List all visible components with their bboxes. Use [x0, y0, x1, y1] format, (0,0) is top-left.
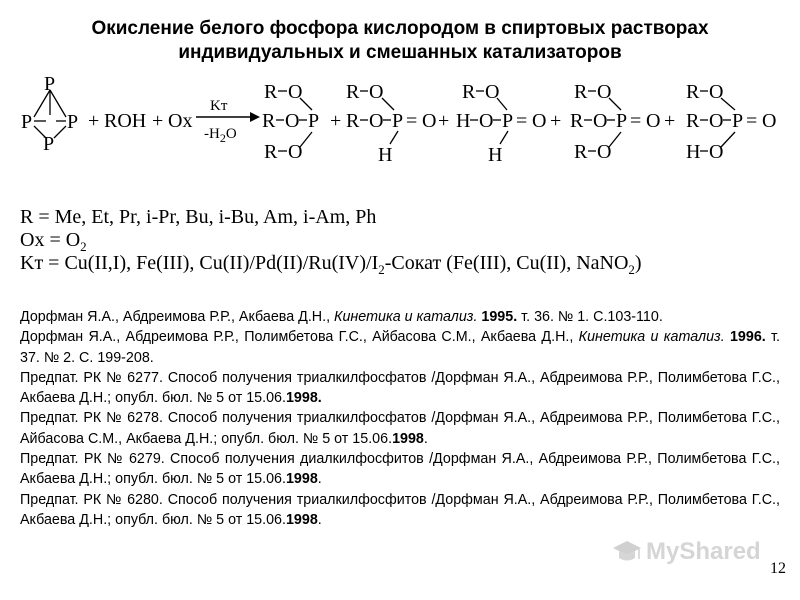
catalyst-definition: Kт = Cu(II,I), Fe(III), $Cu(II)/Pd(II)/Ru(IV)/I_2$-Сокат (Fe(III), Cu(II), NaNO$_2$): [20, 252, 642, 277]
svg-text:R: R: [346, 110, 360, 132]
plus-sign-4: +: [438, 110, 450, 132]
svg-text:R: R: [574, 81, 588, 103]
svg-text:H: H: [686, 141, 701, 163]
svg-text:H: H: [378, 144, 393, 166]
product-trialkyl-phosphite: [262, 81, 319, 163]
svg-text:O: O: [532, 110, 547, 132]
svg-text:P: P: [616, 110, 628, 132]
p4-atom-left: P: [21, 111, 33, 133]
svg-text:O: O: [646, 110, 661, 132]
svg-text:R: R: [262, 110, 276, 132]
plus-sign-6: +: [664, 110, 676, 132]
svg-text:O: O: [597, 141, 612, 163]
svg-text:P: P: [732, 110, 744, 132]
svg-text:R: R: [574, 141, 588, 163]
svg-text:=: =: [406, 110, 418, 132]
svg-text:O: O: [762, 110, 777, 132]
plus-sign-5: +: [550, 110, 562, 132]
reference-item-4: Предпат. РК № 6278. Способ получения триалкилфосфатов /Дорфман Я.А., Абдреимова Р.Р., Полимбетова Г.С., Айбасова С.М., Акбаева Д.Н.; опубл. бюл. № 5 от 15.06.1998.: [20, 410, 780, 447]
plus-sign-3: +: [330, 110, 342, 132]
water-elimination-label: $-H_2O$: [204, 126, 237, 145]
mortarboard-icon: [612, 539, 642, 565]
svg-text:R: R: [264, 141, 278, 163]
reference-item-6: Предпат. РК № 6280. Способ получения триалкилфосфитов /Дорфман Я.А., Абдреимова Р.Р., Полимбетова Г.С., Акбаева Д.Н.; опубл. бюл. № 5 от 15.06.1998.: [20, 491, 780, 528]
svg-text:R: R: [570, 110, 584, 132]
svg-text:O: O: [597, 81, 612, 103]
slide-title-line-2: индивидуальных и смешанных катализаторов: [178, 42, 622, 63]
svg-text:=: =: [746, 110, 758, 132]
product-monoalkyl-phosphite: [456, 81, 546, 166]
svg-text:O: O: [288, 141, 303, 163]
svg-text:H: H: [488, 144, 503, 166]
reference-item-5: Предпат. РК № 6279. Способ получения диалкилфосфитов /Дорфман Я.А., Абдреимова Р.Р., Полимбетова Г.С., Акбаева Д.Н.; опубл. бюл. № 5 от 15.06.1998.: [20, 451, 780, 488]
svg-text:O: O: [422, 110, 437, 132]
alcohol-label: ROH: [104, 110, 147, 132]
product-dialkyl-phosphate: [686, 81, 776, 163]
reference-item-2: Дорфман Я.А., Абдреимова Р.Р., Полимбетова Г.С., Айбасова С.М., Акбаева Д.Н., Кинетика и катализ. 1996. т. 37. № 2. С. 199-208.: [20, 329, 780, 366]
product-dialkyl-phosphite: [346, 81, 436, 166]
references-list: [20, 307, 780, 530]
svg-text:O: O: [369, 81, 384, 103]
product-trialkyl-phosphate: [570, 81, 660, 163]
plus-sign-2: +: [152, 110, 164, 132]
svg-text:P: P: [308, 110, 320, 132]
svg-text:O: O: [485, 81, 500, 103]
slide-title-line-1: Окисление белого фосфора кислородом в спиртовых растворах: [91, 18, 709, 39]
p4-atom-right: P: [67, 111, 79, 133]
svg-text:H: H: [456, 110, 471, 132]
reference-item-3: Предпат. РК № 6277. Способ получения триалкилфосфатов /Дорфман Я.А., Абдреимова Р.Р., Полимбетова Г.С., Акбаева Д.Н.; опубл. бюл. № 5 от 15.06.1998.: [20, 369, 780, 407]
svg-text:R: R: [264, 81, 278, 103]
svg-text:O: O: [288, 81, 303, 103]
svg-text:O: O: [285, 110, 300, 132]
svg-text:O: O: [369, 110, 384, 132]
p4-atom-bottom: P: [43, 133, 55, 155]
svg-text:R: R: [686, 110, 700, 132]
svg-text:=: =: [630, 110, 642, 132]
oxidant-label: Ox: [168, 110, 193, 132]
watermark-text: MyShared: [646, 538, 761, 565]
svg-text:O: O: [709, 141, 724, 163]
svg-text:R: R: [346, 81, 360, 103]
page-number: 12: [770, 560, 786, 577]
plus-sign-1: +: [88, 110, 100, 132]
watermark: [612, 538, 761, 566]
svg-text:=: =: [516, 110, 528, 132]
svg-text:P: P: [392, 110, 404, 132]
svg-text:R: R: [686, 81, 700, 103]
p4-atom-top: P: [44, 73, 56, 95]
reference-item-1: Дорфман Я.А., Абдреимова Р.Р., Акбаева Д.Н., Кинетика и катализ. 1995. т. 36. № 1. С.103-110.: [20, 309, 663, 325]
svg-text:R: R: [462, 81, 476, 103]
svg-text:O: O: [479, 110, 494, 132]
svg-text:O: O: [709, 110, 724, 132]
notation-legend: [20, 206, 642, 275]
ox-definition: $Ox = O_2$: [20, 229, 87, 254]
reaction-scheme: [0, 70, 800, 190]
svg-text:O: O: [593, 110, 608, 132]
svg-text:O: O: [709, 81, 724, 103]
arrow-head-icon: [250, 112, 260, 122]
reaction-arrow: [196, 98, 260, 145]
svg-text:P: P: [502, 110, 514, 132]
catalyst-label: Kт: [210, 98, 228, 114]
p4-molecule: [21, 73, 78, 155]
r-definition: R = Me, Et, Pr, i-Pr, Bu, i-Bu, Am, i-Am, Ph: [20, 206, 377, 228]
